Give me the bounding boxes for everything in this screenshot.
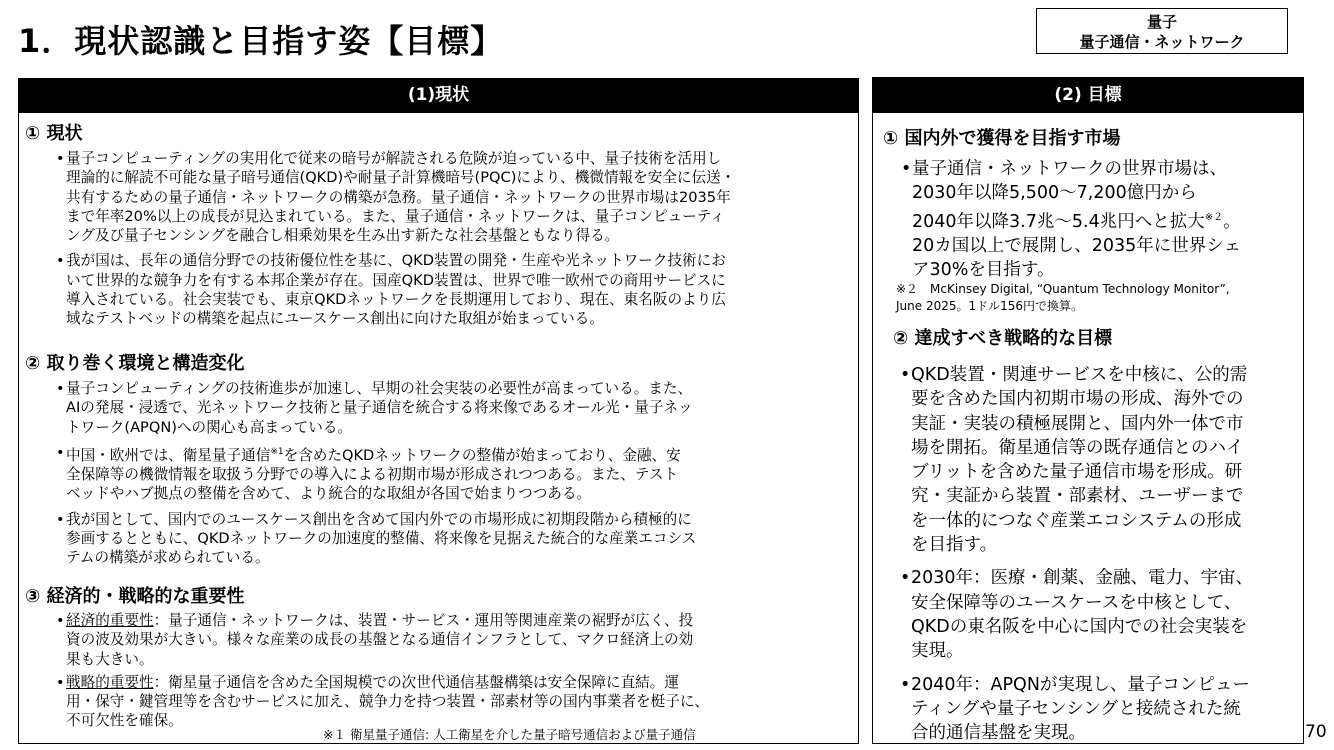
text-fragment: を含めたQKDネットワークの整備が始まっており、金融、安 (283, 446, 681, 464)
text-line: AIの発展・浸透で、光ネットワーク技術と量子通信を統合する将来像であるオール光・量子ネッ (66, 399, 693, 417)
text-line: 安全保障等のユースケースを中核として、 (911, 592, 1242, 613)
text-line: まで年率20%以上の成長が見込まれている。また、量子通信・ネットワークは、量子コンピューティ (66, 207, 725, 225)
section-current-heading: ① 現状 (25, 123, 83, 144)
text-line: QKDの東名阪を中心に国内での社会実装を (911, 616, 1248, 637)
text-line: 2030年以降5,500～7,200億円から (912, 183, 1197, 204)
text-line (66, 443, 856, 465)
text-line: 理論的に解読不可能な量子暗号通信(QKD)や耐量子計算機暗号(PQC)により、機微情報を安全に伝送・ (66, 169, 736, 187)
footnote-ref: ※２ (1204, 211, 1224, 223)
tag-line-1: 量子 (1146, 13, 1177, 31)
bullet-env-2 (66, 443, 856, 504)
text-line: ベッドやハブ拠点の整備を含めて、より統合的な取組が各国で始まりつつある。 (66, 485, 592, 503)
footnote-2 (896, 281, 1302, 315)
text-line: テムの構築が求められている。 (66, 549, 270, 567)
bullet-current-2 (66, 251, 856, 328)
text-line: 不可欠性を確保。 (66, 712, 183, 730)
text-fragment: 2040年以降3.7兆～5.4兆円へと拡大 (912, 211, 1205, 232)
text-fragment: 。 (1223, 211, 1241, 232)
section-current-body (66, 149, 856, 329)
bullet-env-1 (66, 379, 856, 437)
section-strategic-goals-body (911, 363, 1301, 744)
text-line: 用・保守・鍵管理等を含むサービスに加え、競争力を持つ装置・部素材等の国内事業者を梃子に、 (66, 693, 710, 711)
text-line: • 我が国として、国内でのユースケース創出を含めて国内外での市場形成に初期段階から積極的に (66, 510, 692, 528)
text-fragment: ：衛星量子通信を含めた全国規模での次世代通信基盤構築は安全保障に直結。運 (153, 673, 679, 691)
bullet-importance-1 (66, 611, 856, 669)
text-line: ブリットを含めた量子通信市場を形成。研 (911, 462, 1243, 483)
text-line: • 我が国は、長年の通信分野での技術優位性を基に、QKD装置の開発・生産や光ネットワーク技術にお (66, 252, 726, 270)
current-status-panel (18, 78, 859, 744)
category-tag (1036, 8, 1288, 54)
text-line: 実証・実装の積極展開と、国内外一体で市 (911, 413, 1244, 434)
text-line: 全保障等の機微情報を取扱う分野での導入による初期市場が形成されつつある。また、テスト (66, 466, 679, 484)
footnote-1: ※１ 衛星量子通信: 人工衛星を介した量子暗号通信および量子通信 (323, 727, 696, 742)
text-line: • 2040年：APQNが実現し、量子コンピュー (911, 674, 1250, 695)
section-market-body (912, 157, 1302, 282)
bullet-importance-2 (66, 673, 856, 731)
text-line: 要を含めた国内初期市場の形成、海外での (911, 389, 1244, 410)
text-line (66, 611, 856, 630)
text-line: 資の波及効果が大きい。様々な産業の成長の基盤となる通信インフラとして、マクロ経済上の効 (66, 631, 694, 649)
text-line: • 2030年：医療・創薬、金融、電力、宇宙、 (911, 568, 1254, 589)
text-line: 共有するための量子通信・ネットワークの構築が急務。量子通信・ネットワークの世界市場は2035年 (66, 188, 731, 206)
bullet-goal-2040 (911, 673, 1301, 744)
bullet-current-1 (66, 149, 856, 245)
text-line: ング及び量子センシングを融合し相乗効果を生み出す新たな社会基盤ともなり得る。 (66, 227, 620, 245)
page-title: 1．現状認識と目指す姿【目標】 (18, 22, 504, 60)
text-line: 20カ国以上で展開し、2035年に世界シェ (912, 235, 1241, 256)
text-fragment: 中国・欧州では、衛星量子通信 (66, 446, 271, 464)
section-importance-body (66, 611, 856, 731)
text-line: 究・実証から装置・部素材、ユーザーまで (911, 486, 1244, 507)
section-market-heading: ① 国内外で獲得を目指す市場 (883, 128, 1121, 149)
bullet-goal-1 (911, 363, 1301, 557)
text-line: いて世界的な競争力を有する本邦企業が存在。国産QKD装置は、世界で唯一欧州での商用サービスに (66, 271, 726, 289)
section-strategic-goals-heading: ② 達成すべき戦略的な目標 (893, 328, 1113, 349)
section-environment-heading: ② 取り巻く環境と構造変化 (25, 353, 245, 374)
text-fragment: ：量子通信・ネットワークは、装置・サービス・運用等関連産業の裾野が広く、投 (153, 612, 694, 629)
bullet-market (912, 157, 1302, 282)
text-line: ティングや量子センシングと接続された統 (911, 698, 1241, 719)
bullet-goal-2030 (911, 566, 1301, 663)
text-line: • 量子コンピューティングの実用化で従来の暗号が解読される危険が迫っている中、量子技術を活用し (66, 150, 722, 167)
goals-header: (2) 目標 (873, 78, 1303, 113)
section-environment-body (66, 379, 856, 568)
text-line: ア30%を目指す。 (912, 260, 1055, 281)
economic-importance-label: 経済的重要性 (66, 612, 154, 629)
page-number: 70 (1305, 722, 1327, 742)
text-line: 実現。 (911, 641, 964, 662)
text-line: 域なテストベッドの構築を起点にユースケース創出に向けた取組が始まっている。 (66, 310, 604, 328)
section-importance-heading: ③ 経済的・戦略的な重要性 (25, 586, 245, 607)
tag-line-2: 量子通信・ネットワーク (1079, 33, 1245, 51)
text-line: を目指す。 (911, 535, 998, 556)
bullet-env-3 (66, 510, 856, 568)
text-line: 合的通信基盤を実現。 (911, 723, 1086, 744)
text-line: • QKD装置・関連サービスを中核に、公的需 (911, 365, 1248, 385)
goals-panel (872, 77, 1304, 744)
text-line (912, 206, 1302, 234)
text-line: 参画するとともに、QKDネットワークの加速度的整備、将来像を見据えた統合的な産業エコシス (66, 529, 697, 547)
text-line: を一体的につなぐ産業エコシステムの形成 (911, 510, 1242, 531)
footnote-ref: ※1 (270, 446, 284, 457)
strategic-importance-label: 戦略的重要性 (66, 673, 154, 691)
text-line: • 量子コンピューティングの技術進歩が加速し、早期の社会実装の必要性が高まっている。また、 (66, 380, 693, 397)
text-line: 場を開拓。衛星通信等の既存通信とのハイ (911, 437, 1244, 458)
text-line (66, 673, 856, 692)
text-line: • 量子通信・ネットワークの世界市場は、 (912, 159, 1227, 179)
current-status-header: (1)現状 (19, 79, 858, 113)
text-line: June 2025。1ドル156円で換算。 (896, 299, 1084, 313)
text-line: 果も大きい。 (66, 650, 154, 668)
text-line: 導入されている。社会実装でも、東京QKDネットワークを長期運用しており、現在、東名阪のより広 (66, 291, 726, 309)
text-line: トワーク(APQN)への関心も高まっている。 (66, 418, 353, 436)
text-line: ※２ McKinsey Digital, “Quantum Technology Monitor”, (896, 282, 1230, 296)
